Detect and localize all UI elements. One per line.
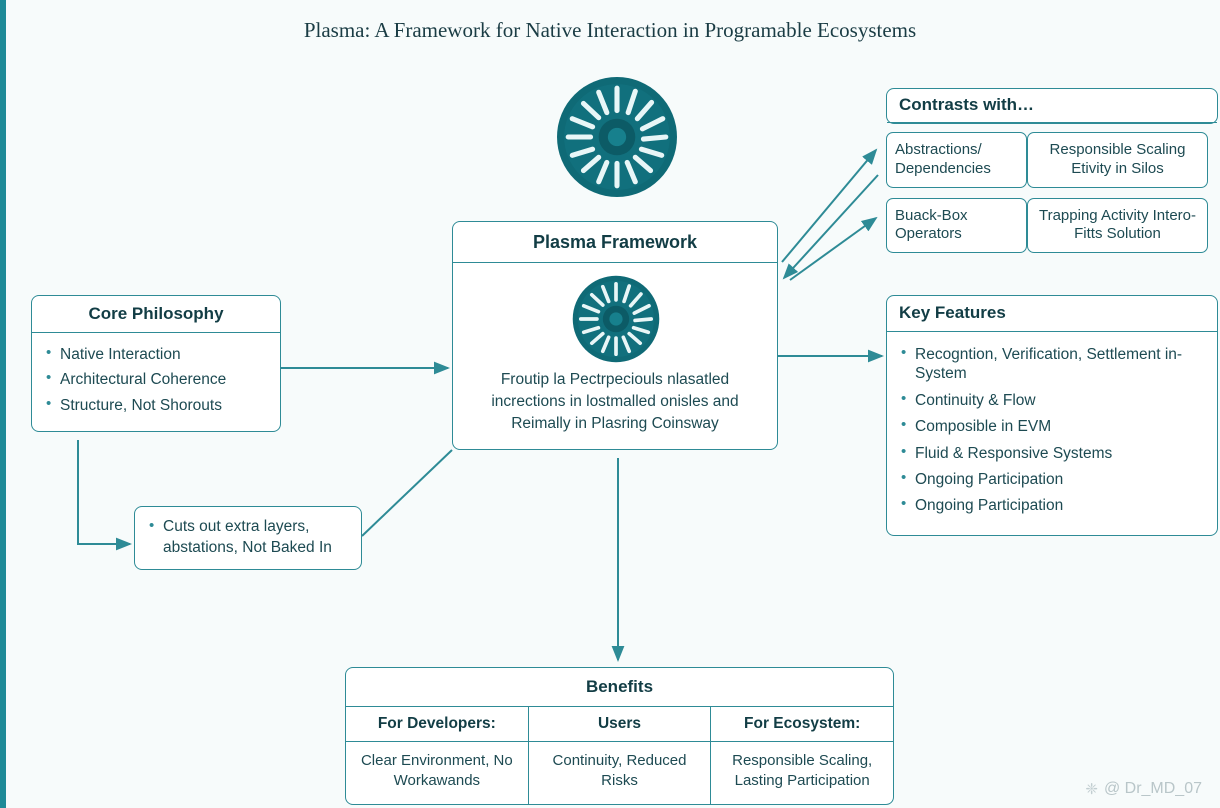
core-philosophy-body [32, 333, 280, 431]
plasma-framework-heading: Plasma Framework [453, 222, 777, 263]
plasma-framework-description: Froutip la Pectrpeciouls nlasatled incrections in lostmalled onisles and Reimally in Plasring Coinsway [491, 371, 739, 432]
benefits-column [346, 707, 529, 804]
list-item: • Cuts out extra layers, abstations, Not Baked In [147, 517, 349, 559]
benefits-column-heading: For Ecosystem: [711, 707, 893, 742]
contrasts-rows [886, 132, 1218, 253]
benefits-columns [346, 707, 893, 804]
contrasts-group [886, 88, 1218, 263]
plasma-logo-icon [556, 76, 678, 198]
benefits-column-text: Clear Environment, No Workawands [360, 752, 513, 790]
key-features-card [886, 295, 1218, 536]
contrast-cell-left: Buack-Box Operators [886, 198, 1027, 254]
cuts-out-layers-body [135, 507, 361, 569]
contrasts-heading: Contrasts with… [887, 89, 1217, 123]
contrasts-header-card [886, 88, 1218, 124]
contrast-cell-left: Abstractions/ Dependencies [886, 132, 1027, 188]
benefits-column-text: Continuity, Reduced Risks [552, 752, 687, 790]
cuts-out-layers-card [134, 506, 362, 570]
list-item: • Ongoing Participation [899, 496, 1205, 515]
benefits-card [345, 667, 894, 805]
core-philosophy-heading: Core Philosophy [32, 296, 280, 333]
list-item: • Structure, Not Shorouts [44, 396, 268, 415]
list-item: • Composible in EVM [899, 417, 1205, 436]
sparkle-icon: ❈ [1085, 781, 1098, 798]
key-features-body [887, 332, 1217, 535]
page-title: Plasma: A Framework for Native Interaction in Programable Ecosystems [303, 18, 917, 42]
contrast-cell-right: Responsible Scaling Etivity in Silos [1027, 132, 1208, 188]
core-philosophy-card [31, 295, 281, 432]
list-item: • Continuity & Flow [899, 391, 1205, 410]
plasma-logo-inner-icon [572, 275, 660, 363]
benefits-column-heading: Users [529, 707, 711, 742]
contrast-row [886, 198, 1218, 254]
benefits-column [529, 707, 712, 804]
list-item: • Recogntion, Verification, Settlement in-System [899, 345, 1205, 384]
contrast-cell-right: Trapping Activity Intero-Fitts Solution [1027, 198, 1208, 254]
list-item: • Architectural Coherence [44, 370, 268, 389]
contrast-row [886, 132, 1218, 188]
benefits-column-text: Responsible Scaling, Lasting Participation [732, 752, 873, 790]
benefits-column [711, 707, 893, 804]
benefits-heading: Benefits [346, 668, 893, 707]
left-accent-bar [0, 0, 6, 808]
list-item: • Fluid & Responsive Systems [899, 444, 1205, 463]
benefits-column-heading: For Developers: [346, 707, 528, 742]
watermark [1085, 780, 1202, 798]
watermark-text: @ Dr_MD_07 [1103, 780, 1202, 797]
list-item: • Native Interaction [44, 345, 268, 364]
list-item: • Ongoing Participation [899, 470, 1205, 489]
key-features-heading: Key Features [887, 296, 1217, 332]
